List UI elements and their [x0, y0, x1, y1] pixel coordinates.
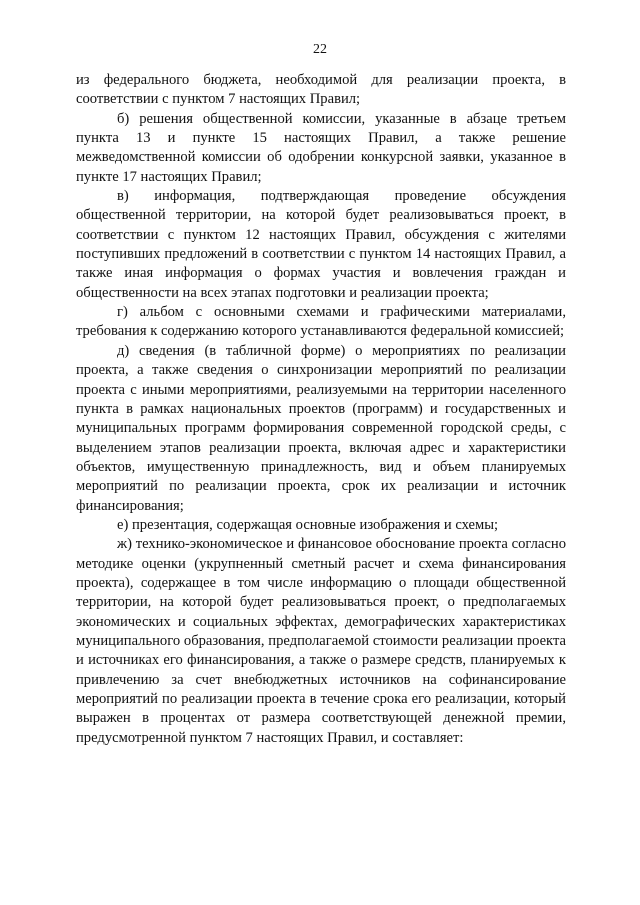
paragraph-continuation: из федерального бюджета, необходимой для реализации проекта, в соответствии с пунктом 7 настоящих Правил; [76, 72, 566, 108]
paragraph-item-d: д) сведения (в табличной форме) о мероприятиях по реализации проекта, а также сведения о синхронизации мероприятий по реализации проекта с иными мероприятиями, реализуемыми на территории населенного пункта в рамках национальных проектов (программ) и государственных и муниципальных программ формирования современной городской среды, с выделением этапов реализации проекта, включая адрес и характеристики объектов, имущественную принадлежность, вид и объем планируемых мероприятий по реализации проекта, срок их реализации и источник финансирования; [76, 342, 566, 514]
document-body [76, 71, 566, 748]
page-number: 22 [313, 42, 327, 57]
paragraph-item-zh: ж) технико-экономическое и финансовое обоснование проекта согласно методике оценки (укрупненный сметный расчет и схема финансирования проекта), содержащее в том числе информацию о площади общественной территории, на которой будет реализовываться проект, о предполагаемых экономических и социальных эффектах, демографических характеристиках муниципального образования, предполагаемой стоимости реализации проекта и источниках его финансирования, а также о размере средств, планируемых к привлечению за счет внебюджетных источников на софинансирование мероприятий по реализации проекта в течение срока его реализации, который выражен в процентах от размера соответствующей денежной премии, предусмотренной пунктом 7 настоящих Правил, и составляет: [76, 536, 566, 746]
paragraph-item-g: г) альбом с основными схемами и графическими материалами, требования к содержанию которого устанавливаются федеральной комиссией; [76, 304, 566, 340]
paragraph-item-b: б) решения общественной комиссии, указанные в абзаце третьем пункта 13 и пункте 15 настоящих Правил, а также решение межведомственной комиссии об одобрении конкурсной заявки, указанное в пункте 17 настоящих Правил; [76, 110, 566, 185]
paragraph-item-e: е) презентация, содержащая основные изображения и схемы; [117, 516, 499, 533]
paragraph-item-v: в) информация, подтверждающая проведение обсуждения общественной территории, на которой будет реализовываться проект, в соответствии с пунктом 12 настоящих Правил, обсуждения с жителями поступивших предложений в соответствии с пунктом 14 настоящих Правил, а также иная информация о формах участия и вовлечения граждан и общественности на всех этапах подготовки и реализации проекта; [76, 188, 566, 301]
